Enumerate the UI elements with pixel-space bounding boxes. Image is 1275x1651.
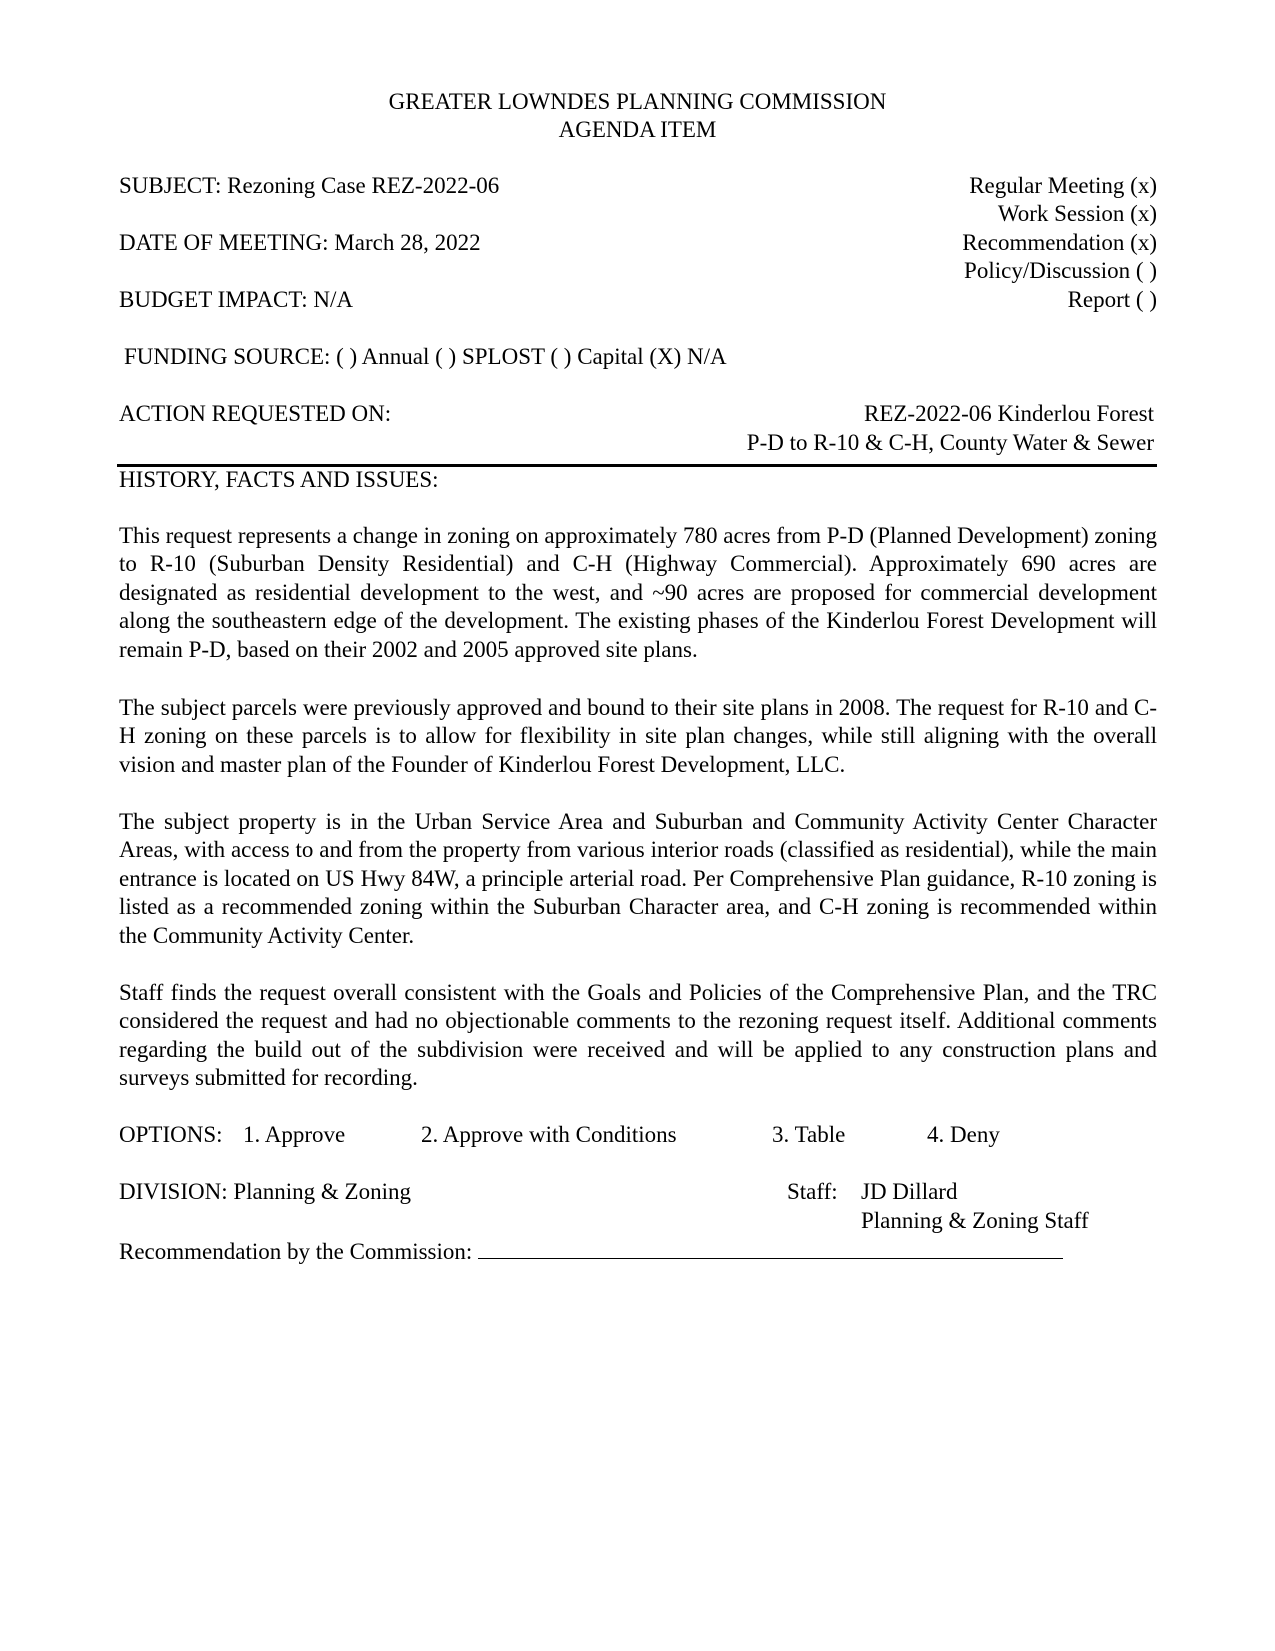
action-requested-label: ACTION REQUESTED ON: [119, 401, 392, 426]
history-paragraph-2: The subject parcels were previously approved and bound to their site plans in 2008. The request for R-10 and C-H zoning on these parcels is to allow for flexibility in site plan changes, while still aligning with the overall vision and master plan of the Founder of Kinderlou Forest Development, LLC. [119, 695, 1157, 777]
action-case-detail: P-D to R-10 & C-H, County Water & Sewer [746, 430, 1154, 455]
staff-label: Staff: [787, 1179, 838, 1204]
document-title: GREATER LOWNDES PLANNING COMMISSION [388, 89, 887, 114]
staff-title: Planning & Zoning Staff [861, 1208, 1089, 1233]
option-deny: 4. Deny [927, 1122, 1000, 1147]
meeting-type-work-session: Work Session (x) [997, 201, 1157, 226]
option-table: 3. Table [772, 1122, 846, 1147]
option-approve-with-conditions: 2. Approve with Conditions [421, 1122, 677, 1147]
action-case-title: REZ-2022-06 Kinderlou Forest [863, 401, 1154, 426]
recommendation-line [119, 1236, 1063, 1266]
staff-name: JD Dillard [861, 1179, 958, 1204]
history-paragraph-4: Staff finds the request overall consistent with the Goals and Policies of the Comprehensive Plan, and the TRC considered the request and had no objectionable comments to the rezoning request itself. Additional comments regarding the build out of the subdivision were received and will be applied to any construction plans and surveys submitted for recording. [119, 980, 1157, 1091]
meeting-type-report: Report ( ) [1067, 287, 1157, 312]
options-label: OPTIONS: [119, 1122, 223, 1147]
funding-source: FUNDING SOURCE: ( ) Annual ( ) SPLOST ( ) Capital (X) N/A [124, 344, 727, 369]
date-of-meeting: DATE OF MEETING: March 28, 2022 [119, 230, 481, 255]
history-paragraph-1: This request represents a change in zoning on approximately 780 acres from P-D (Planned Development) zoning to R-10 (Suburban Density Residential) and C-H (Highway Commercial). Approximately 690 acres are designated as residential development to the west, and ~90 acres are proposed for commercial development along the southeastern edge of the development. The existing phases of the Kinderlou Forest Development will remain P-D, based on their 2002 and 2005 approved site plans. [119, 523, 1157, 662]
division-label: DIVISION: Planning & Zoning [119, 1179, 411, 1204]
meeting-type-policy-discussion: Policy/Discussion ( ) [964, 258, 1157, 283]
budget-impact: BUDGET IMPACT: N/A [119, 287, 353, 312]
option-approve: 1. Approve [243, 1122, 346, 1147]
recommendation-blank[interactable] [478, 1236, 1063, 1259]
recommendation-label: Recommendation by the Commission: [119, 1239, 473, 1264]
meeting-type-recommendation: Recommendation (x) [962, 230, 1157, 255]
document-subtitle: AGENDA ITEM [558, 117, 717, 142]
subject-line: SUBJECT: Rezoning Case REZ-2022-06 [119, 173, 500, 198]
history-paragraph-3: The subject property is in the Urban Service Area and Suburban and Community Activity Center Character Areas, with access to and from the property from various interior roads (classified as residential), while the main entrance is located on US Hwy 84W, a principle arterial road. Per Comprehensive Plan guidance, R-10 zoning is listed as a recommended zoning within the Suburban Character area, and C-H zoning is recommended within the Community Activity Center. [119, 809, 1157, 948]
history-heading: HISTORY, FACTS AND ISSUES: [119, 467, 439, 492]
meeting-type-regular: Regular Meeting (x) [969, 173, 1157, 198]
